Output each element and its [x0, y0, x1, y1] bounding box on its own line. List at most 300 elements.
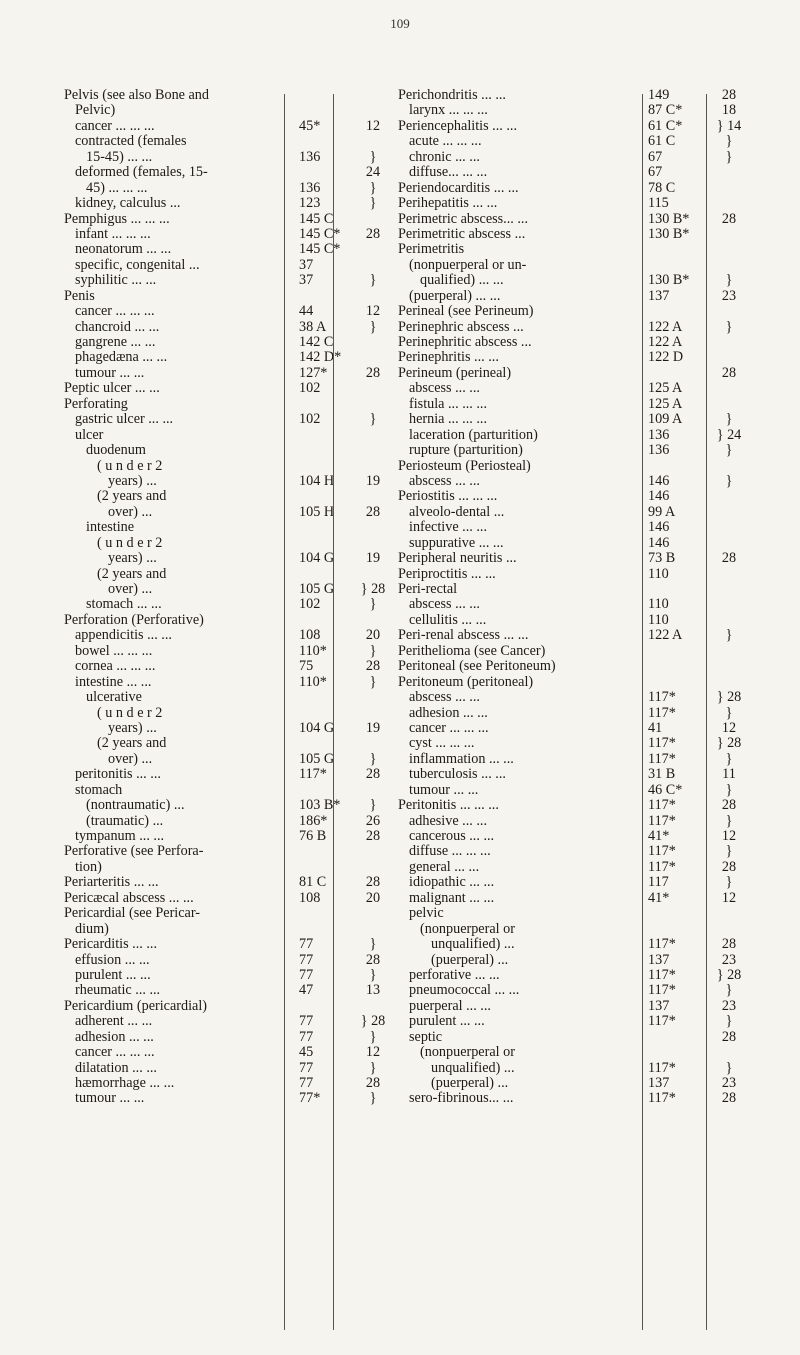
entry-group: 19 [365, 550, 381, 567]
entry-group: } [369, 179, 377, 196]
entry-group: 28 [721, 1090, 737, 1107]
entry-group: 23 [721, 951, 737, 968]
entry-term: contracted (females [75, 134, 187, 150]
entry-term: abscess ... ... [409, 597, 480, 613]
entry-code: 77 [299, 1028, 314, 1045]
entry-code: 146 [648, 488, 670, 505]
entry-term: (nontraumatic) ... [86, 798, 185, 814]
entry-term: Periostitis ... ... ... [398, 489, 498, 505]
entry-code: 117* [648, 704, 676, 721]
entry-term: Perichondritis ... ... [398, 88, 506, 103]
entry-term: abscess ... ... [409, 690, 480, 706]
left-column-rule [284, 94, 285, 1330]
entry-term: septic [409, 1029, 443, 1045]
entry-code: 104 G [299, 550, 335, 567]
entry-term: adhesive ... ... [409, 813, 488, 829]
entry-term: 15-45) ... ... [86, 149, 153, 165]
entry-term: tumour ... ... [75, 365, 145, 381]
entry-group: } [725, 442, 733, 459]
entry-term: perforative ... ... [409, 967, 500, 983]
entry-group: 12 [721, 889, 737, 906]
entry-group: 28 [721, 550, 737, 567]
entry-term: deformed (females, 15- [75, 165, 208, 181]
entry-code: 41 [648, 719, 663, 736]
entry-term: unqualified) ... [431, 937, 515, 953]
entry-code: 75 [299, 658, 314, 675]
entry-code: 44 [299, 303, 314, 320]
entry-code: 67 [648, 148, 663, 165]
entry-term: (2 years and [97, 489, 167, 505]
entry-group: 12 [365, 1044, 381, 1061]
entry-term: Periarteritis ... ... [64, 875, 159, 891]
entry-group: 28 [365, 658, 381, 675]
entry-group: 28 [721, 936, 737, 953]
entry-code: 145 C* [299, 241, 341, 258]
entry-code: 149 [648, 87, 670, 103]
entry-term: Perineum (perineal) [398, 365, 512, 381]
entry-group: 23 [721, 997, 737, 1014]
entry-code: 104 G [299, 719, 335, 736]
entry-code: 78 C [648, 179, 676, 196]
entry-code: 122 A [648, 627, 683, 644]
entry-term: infective ... ... [409, 520, 488, 536]
entry-code: 137 [648, 997, 670, 1014]
entry-term: cellulitis ... ... [409, 612, 487, 628]
entry-code: 76 B [299, 828, 327, 844]
entry-code: 123 [299, 195, 321, 212]
entry-group: } 28 [716, 689, 742, 706]
entry-term: intestine [86, 520, 135, 536]
entry-group: } [725, 843, 733, 860]
entry-term: adhesion ... ... [75, 1029, 154, 1045]
entry-term: Pericarditis ... ... [64, 937, 157, 953]
entry-term: (puerperal) ... [431, 952, 509, 968]
entry-term: (2 years and [97, 566, 167, 582]
entry-group: } [369, 673, 377, 690]
entry-code: 77 [299, 951, 314, 968]
entry-group: 12 [721, 719, 737, 736]
entry-code: 105 G [299, 581, 335, 597]
entry-term: stomach ... ... [86, 597, 162, 613]
entry-term: dium) [75, 921, 109, 937]
entry-term: ulcerative [86, 690, 142, 706]
entry-code: 45* [299, 117, 321, 134]
entry-group: } [369, 1028, 377, 1045]
entry-code: 127* [299, 364, 328, 381]
entry-term: (2 years and [97, 736, 167, 752]
entry-term: specific, congenital ... [75, 257, 200, 273]
entry-term: hernia ... ... ... [409, 412, 488, 428]
entry-code: 145 C* [299, 225, 341, 242]
entry-code: 38 A [299, 318, 327, 335]
entry-term: Pericæcal abscess ... ... [64, 890, 194, 906]
entry-term: Periendocarditis ... ... [398, 180, 519, 196]
entry-term: general ... ... [409, 859, 480, 875]
entry-term: rheumatic ... ... [75, 983, 161, 999]
entry-term: cancer ... ... ... [409, 720, 489, 736]
entry-term: intestine ... ... [75, 674, 152, 690]
entry-term: gangrene ... ... [75, 335, 156, 350]
entry-term: dilatation ... ... [75, 1060, 157, 1076]
entry-group: } [369, 596, 377, 613]
entry-term: alveolo-dental ... [409, 504, 505, 520]
entry-term: Perinephric abscess ... [398, 319, 524, 335]
entry-group: 19 [365, 719, 381, 736]
entry-group: 12 [365, 117, 381, 134]
entry-term: chronic ... ... [409, 149, 480, 165]
entry-group: } 28 [360, 581, 386, 597]
entry-term: tumour ... ... [75, 1091, 145, 1107]
entry-term: Perinephritic abscess ... [398, 335, 532, 350]
entry-term: cancerous ... ... [409, 829, 495, 844]
entry-term: Peptic ulcer ... ... [64, 381, 160, 397]
entry-term: pelvic [409, 906, 444, 922]
entry-group: 28 [721, 797, 737, 814]
entry-term: abscess ... ... [409, 381, 480, 397]
entry-code: 102 [299, 411, 321, 428]
entry-group: 20 [365, 889, 381, 906]
entry-term: ulcer [75, 427, 104, 443]
entry-term: over) ... [108, 582, 153, 597]
entry-group: } [725, 627, 733, 644]
entry-term: (puerperal) ... [431, 1076, 509, 1091]
entry-group: } [725, 472, 733, 489]
entry-group: 23 [721, 1075, 737, 1091]
entry-code: 137 [648, 951, 670, 968]
entry-code: 46 C* [648, 781, 683, 798]
entry-term: stomach [75, 782, 123, 798]
entry-group: } [369, 318, 377, 335]
entry-code: 110* [299, 673, 327, 690]
entry-term: Periencephalitis ... ... [398, 118, 517, 134]
entry-term: Pericardial (see Pericar- [64, 906, 200, 922]
entry-code: 110 [648, 611, 669, 628]
entry-code: 130 B* [648, 225, 690, 242]
entry-group: 23 [721, 287, 737, 304]
entry-term: bowel ... ... ... [75, 643, 153, 659]
entry-group: } [725, 1013, 733, 1030]
entry-code: 110* [299, 642, 327, 659]
entry-term: larynx ... ... ... [409, 103, 488, 119]
entry-term: diffuse... ... ... [409, 165, 488, 181]
entry-group: } [725, 812, 733, 829]
entry-group: } [369, 1059, 377, 1076]
entry-code: 117* [648, 936, 676, 953]
entry-code: 136 [648, 442, 670, 459]
entry-code: 37 [299, 272, 314, 289]
entry-code: 122 A [648, 334, 683, 350]
entry-term: peritonitis ... ... [75, 767, 161, 783]
entry-code: 117* [648, 843, 676, 860]
entry-term: pneumococcal ... ... [409, 983, 520, 999]
entry-term: Perineal (see Perineum) [398, 304, 534, 320]
entry-term: effusion ... ... [75, 952, 150, 968]
entry-group: 28 [721, 364, 737, 381]
entry-term: ( u n d e r 2 [97, 705, 163, 721]
entry-code: 117* [648, 750, 676, 767]
entry-group: } 28 [716, 735, 742, 752]
entry-code: 109 A [648, 411, 683, 428]
entry-group: } [369, 966, 377, 983]
entry-term: Periproctitis ... ... [398, 566, 496, 582]
entry-code: 67 [648, 164, 663, 181]
entry-term: neonatorum ... ... [75, 242, 172, 258]
entry-code: 45 [299, 1044, 314, 1061]
entry-code: 77 [299, 936, 314, 953]
entry-term: Perihepatitis ... ... [398, 196, 498, 212]
entry-code: 105 G [299, 750, 335, 767]
entry-code: 122 D [648, 349, 684, 366]
entry-code: 41* [648, 828, 670, 844]
entry-term: years) ... [108, 720, 157, 736]
entry-code: 117* [648, 858, 676, 875]
entry-group: 11 [722, 766, 736, 783]
entry-code: 102 [299, 380, 321, 397]
entry-code: 125 A [648, 395, 683, 412]
entry-group: } [725, 148, 733, 165]
entry-code: 146 [648, 472, 670, 489]
entry-term: Pelvic) [75, 103, 116, 119]
entry-code: 47 [299, 982, 314, 999]
entry-group: } [369, 1090, 377, 1107]
entry-term: Perforation (Perforative) [64, 612, 204, 628]
entry-code: 77* [299, 1090, 321, 1107]
entry-group: } [369, 642, 377, 659]
entry-code: 117* [648, 1090, 676, 1107]
entry-code: 136 [299, 148, 321, 165]
entry-term: duodenum [86, 443, 146, 459]
entry-term: unqualified) ... [431, 1060, 515, 1076]
entry-group: 12 [721, 828, 737, 844]
entry-group: 28 [365, 874, 381, 891]
entry-code: 117* [648, 689, 676, 706]
entry-term: Peritoneum (peritoneal) [398, 674, 534, 690]
entry-term: over) ... [108, 504, 153, 520]
entry-term: Perithelioma (see Cancer) [398, 643, 546, 659]
entry-group: } [369, 750, 377, 767]
entry-term: Pemphigus ... ... ... [64, 211, 170, 227]
entry-term: Pelvis (see also Bone and [64, 88, 209, 103]
entry-group: } [369, 272, 377, 289]
entry-group: } [725, 272, 733, 289]
entry-group: 26 [365, 812, 381, 829]
entry-group: } [725, 874, 733, 891]
entry-term: phagedæna ... ... [75, 350, 168, 366]
entry-term: Peritoneal (see Peritoneum) [398, 659, 556, 675]
entry-code: 115 [648, 195, 669, 212]
entry-group: 20 [365, 627, 381, 644]
right-group-rule [706, 94, 707, 1330]
entry-term: adherent ... ... [75, 1014, 153, 1030]
entry-term: appendicitis ... ... [75, 628, 172, 644]
entry-code: 87 C* [648, 102, 683, 119]
entry-term: over) ... [108, 751, 153, 767]
entry-code: 117* [648, 1013, 676, 1030]
entry-group: } [725, 1059, 733, 1076]
entry-code: 186* [299, 812, 328, 829]
entry-code: 61 C [648, 133, 676, 150]
entry-code: 136 [648, 426, 670, 443]
entry-term: puerperal ... ... [409, 998, 491, 1014]
entry-group: } 14 [716, 117, 742, 134]
entry-code: 130 B* [648, 210, 690, 227]
entry-term: purulent ... ... [409, 1014, 485, 1030]
entry-group: } [725, 704, 733, 721]
entry-term: diffuse ... ... ... [409, 844, 491, 860]
entry-code: 117* [648, 735, 676, 752]
entry-code: 99 A [648, 503, 676, 520]
entry-code: 73 B [648, 550, 676, 567]
entry-code: 41* [648, 889, 670, 906]
entry-code: 146 [648, 519, 670, 536]
entry-code: 142 D* [299, 349, 342, 366]
entry-term: Perforative (see Perfora- [64, 844, 204, 860]
entry-term: (nonpuerperal or [420, 1045, 515, 1061]
entry-term: (nonpuerperal or [420, 921, 515, 937]
entry-term: rupture (parturition) [409, 443, 523, 459]
entry-term: chancroid ... ... [75, 319, 160, 335]
entry-term: laceration (parturition) [409, 427, 538, 443]
entry-term: cancer ... ... ... [75, 304, 155, 320]
entry-code: 108 [299, 889, 321, 906]
entry-group: 19 [365, 472, 381, 489]
entry-code: 77 [299, 966, 314, 983]
entry-group: } 28 [360, 1013, 386, 1030]
entry-code: 81 C [299, 874, 327, 891]
entry-term: cancer ... ... ... [75, 1045, 155, 1061]
entry-term: hæmorrhage ... ... [75, 1076, 175, 1091]
entry-code: 145 C [299, 210, 334, 227]
entry-term: ( u n d e r 2 [97, 535, 163, 551]
entry-term: Perforating [64, 396, 128, 412]
entry-group: } [725, 781, 733, 798]
entry-term: (traumatic) ... [86, 813, 164, 829]
entry-term: Penis [64, 288, 95, 304]
left-group-rule [333, 94, 334, 1330]
entry-term: Perimetritis [398, 242, 465, 258]
entry-group: 28 [365, 828, 381, 844]
entry-term: kidney, calculus ... [75, 196, 181, 212]
entry-term: Perimetric abscess... ... [398, 211, 529, 227]
entry-group: } [369, 797, 377, 814]
entry-term: cornea ... ... ... [75, 659, 156, 675]
entry-term: years) ... [108, 473, 157, 489]
entry-code: 104 H [299, 472, 335, 489]
entry-code: 61 C* [648, 117, 683, 134]
entry-group: 28 [365, 1075, 381, 1091]
entry-code: 142 C [299, 334, 334, 350]
entry-code: 110 [648, 565, 669, 582]
entry-term: fistula ... ... ... [409, 396, 488, 412]
entry-code: 117 [648, 874, 669, 891]
entry-term: syphilitic ... ... [75, 273, 157, 289]
entry-code: 77 [299, 1075, 314, 1091]
entry-term: gastric ulcer ... ... [75, 412, 174, 428]
entry-code: 125 A [648, 380, 683, 397]
right-column-rule [642, 94, 643, 1330]
entry-term: sero-fibrinous... ... [409, 1091, 514, 1107]
entry-group: 28 [721, 858, 737, 875]
entry-term: acute ... ... ... [409, 134, 482, 150]
entry-group: 28 [721, 87, 737, 103]
entry-term: infant ... ... ... [75, 226, 151, 242]
entry-group: 24 [365, 164, 381, 181]
entry-group: } [725, 411, 733, 428]
entry-term: idiopathic ... ... [409, 875, 495, 891]
entry-term: years) ... [108, 551, 157, 567]
entry-code: 77 [299, 1013, 314, 1030]
entry-code: 103 B* [299, 797, 341, 814]
entry-code: 102 [299, 596, 321, 613]
entry-code: 77 [299, 1059, 314, 1076]
entry-term: Peritonitis ... ... ... [398, 798, 499, 814]
entry-term: malignant ... ... [409, 890, 495, 906]
entry-code: 108 [299, 627, 321, 644]
entry-term: Peri-renal abscess ... ... [398, 628, 529, 644]
entry-group: 28 [721, 1028, 737, 1045]
entry-term: tion) [75, 859, 102, 875]
entry-code: 122 A [648, 318, 683, 335]
entry-group: } 28 [716, 966, 742, 983]
entry-group: } [369, 195, 377, 212]
entry-code: 117* [299, 766, 327, 783]
entry-term: 45) ... ... ... [86, 180, 148, 196]
entry-group: 28 [721, 210, 737, 227]
entry-code: 130 B* [648, 272, 690, 289]
entry-group: } [725, 318, 733, 335]
entry-group: } 24 [716, 426, 742, 443]
entry-term: tuberculosis ... ... [409, 767, 506, 783]
entry-group: 28 [365, 766, 381, 783]
entry-group: } [369, 936, 377, 953]
entry-group: 12 [365, 303, 381, 320]
entry-term: tumour ... ... [409, 782, 479, 798]
entry-term: adhesion ... ... [409, 705, 488, 721]
entry-code: 117* [648, 797, 676, 814]
entry-term: Periosteum (Periosteal) [398, 458, 531, 474]
entry-group: 28 [365, 951, 381, 968]
entry-term: ( u n d e r 2 [97, 458, 163, 474]
entry-code: 146 [648, 534, 670, 551]
entry-code: 37 [299, 256, 314, 273]
entry-term: abscess ... ... [409, 473, 480, 489]
entry-code: 110 [648, 596, 669, 613]
entry-term: Peri-rectal [398, 582, 458, 597]
entry-term: purulent ... ... [75, 967, 151, 983]
entry-group: } [369, 148, 377, 165]
entry-group: 28 [365, 503, 381, 520]
entry-term: Peripheral neuritis ... [398, 551, 517, 567]
entry-term: cancer ... ... ... [75, 118, 155, 134]
entry-group: 13 [365, 982, 381, 999]
entry-code: 117* [648, 982, 676, 999]
entry-term: Perinephritis ... ... [398, 350, 499, 366]
entry-code: 117* [648, 1059, 676, 1076]
entry-term: cyst ... ... ... [409, 736, 475, 752]
entry-code: 137 [648, 287, 670, 304]
entry-group: 18 [721, 102, 737, 119]
page-number: 109 [390, 16, 410, 31]
entry-term: Perimetritic abscess ... [398, 226, 526, 242]
entry-term: suppurative ... ... [409, 535, 504, 551]
entry-group: } [725, 750, 733, 767]
entry-code: 117* [648, 966, 676, 983]
entry-code: 136 [299, 179, 321, 196]
entry-code: 31 B [648, 766, 676, 783]
entry-term: (puerperal) ... ... [409, 288, 501, 304]
entry-term: (nonpuerperal or un- [409, 257, 527, 273]
entry-term: tympanum ... ... [75, 829, 165, 844]
